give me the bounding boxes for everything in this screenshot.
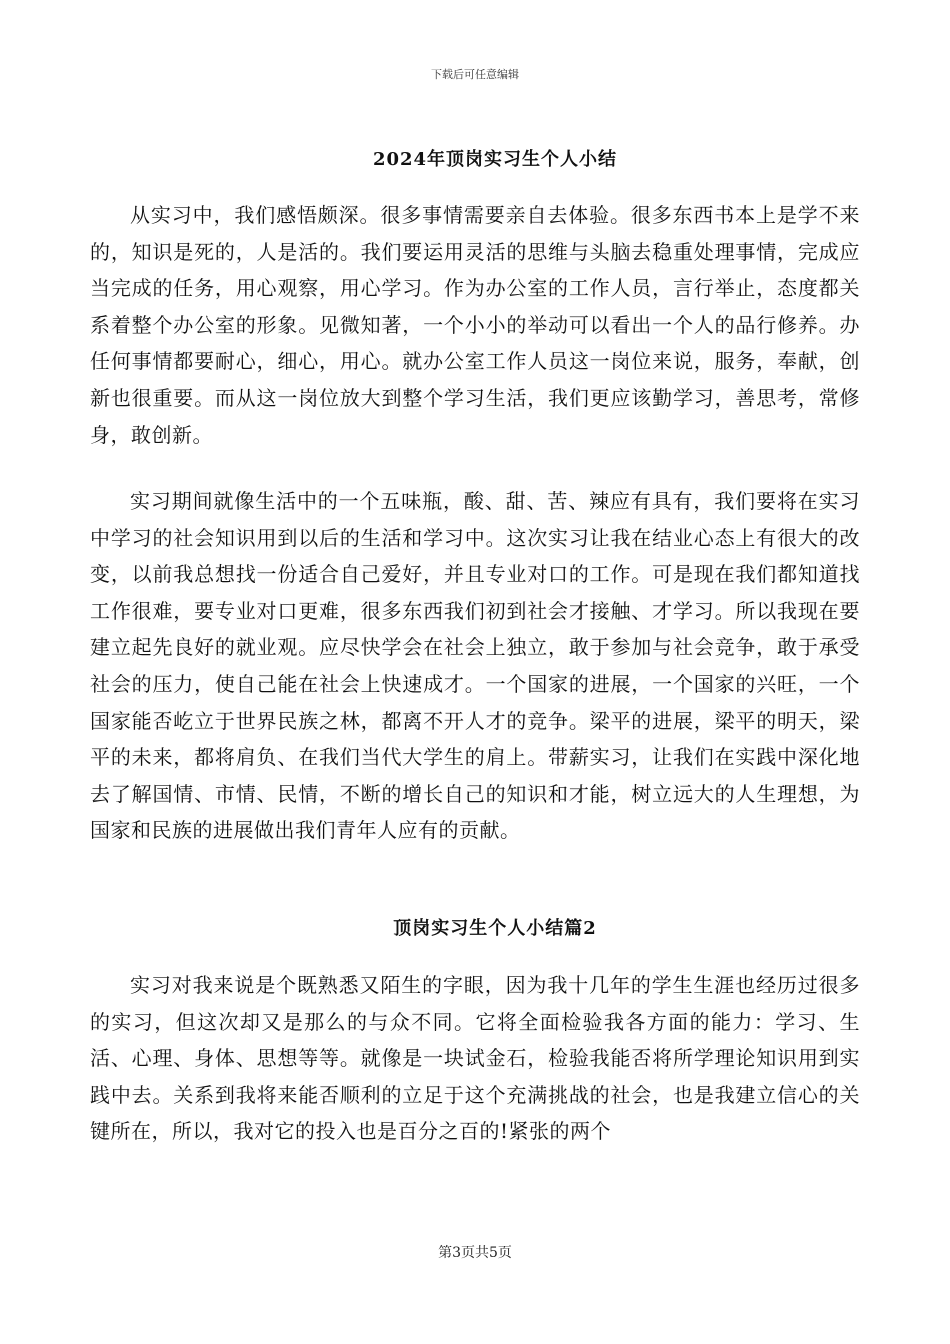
section-title-1: 2024年顶岗实习生个人小结: [372, 149, 618, 170]
paragraph-3: 实习对我来说是个既熟悉又陌生的字眼，因为我十几年的学生生涯也经历过很多的实习，但这次却又是那么的与众不同。它将全面检验我各方面的能力：学习、生活、心理、身体、思想等等。就像是一块试金石，检验我能否将所学理论知识用到实践中去。关系到我将来能否顺利的立足于这个充满挑战的社会，也是我建立信心的关键所在，所以，我对它的投入也是百分之百的!紧张的两个: [90, 973, 860, 1144]
page-number: 第3页共5页: [438, 1245, 512, 1261]
section-title-2: 顶岗实习生个人小结篇2: [393, 918, 597, 939]
paragraph-1: 从实习中，我们感悟颇深。很多事情需要亲自去体验。很多东西书本上是学不来的，知识是死的，人是活的。我们要运用灵活的思维与头脑去稳重处理事情，完成应当完成的任务，用心观察，用心学习。作为办公室的工作人员，言行举止，态度都关系着整个办公室的形象。见微知著，一个小小的举动可以看出一个人的品行修养。办任何事情都要耐心，细心，用心。就办公室工作人员这一岗位来说，服务，奉献，创新也很重要。而从这一岗位放大到整个学习生活，我们更应该勤学习，善思考，常修身，敢创新。: [90, 203, 860, 447]
paragraph-2: 实习期间就像生活中的一个五味瓶，酸、甜、苦、辣应有具有，我们要将在实习中学习的社会知识用到以后的生活和学习中。这次实习让我在结业心态上有很大的改变，以前我总想找一份适合自己爱好，并且专业对口的工作。可是现在我们都知道找工作很难，要专业对口更难，很多东西我们初到社会才接触、才学习。所以我现在要建立起先良好的就业观。应尽快学会在社会上独立，敢于参加与社会竞争，敢于承受社会的压力，使自己能在社会上快速成才。一个国家的进展，一个国家的兴旺，一个国家能否屹立于世界民族之林，都离不开人才的竞争。梁平的进展，梁平的明天，梁平的未来，都将肩负、在我们当代大学生的肩上。带薪实习，让我们在实践中深化地去了解国情、市情、民情，不断的增长自己的知识和才能，树立远大的人生理想，为国家和民族的进展做出我们青年人应有的贡献。: [90, 489, 860, 843]
page-header-note: 下载后可任意编辑: [431, 68, 519, 81]
